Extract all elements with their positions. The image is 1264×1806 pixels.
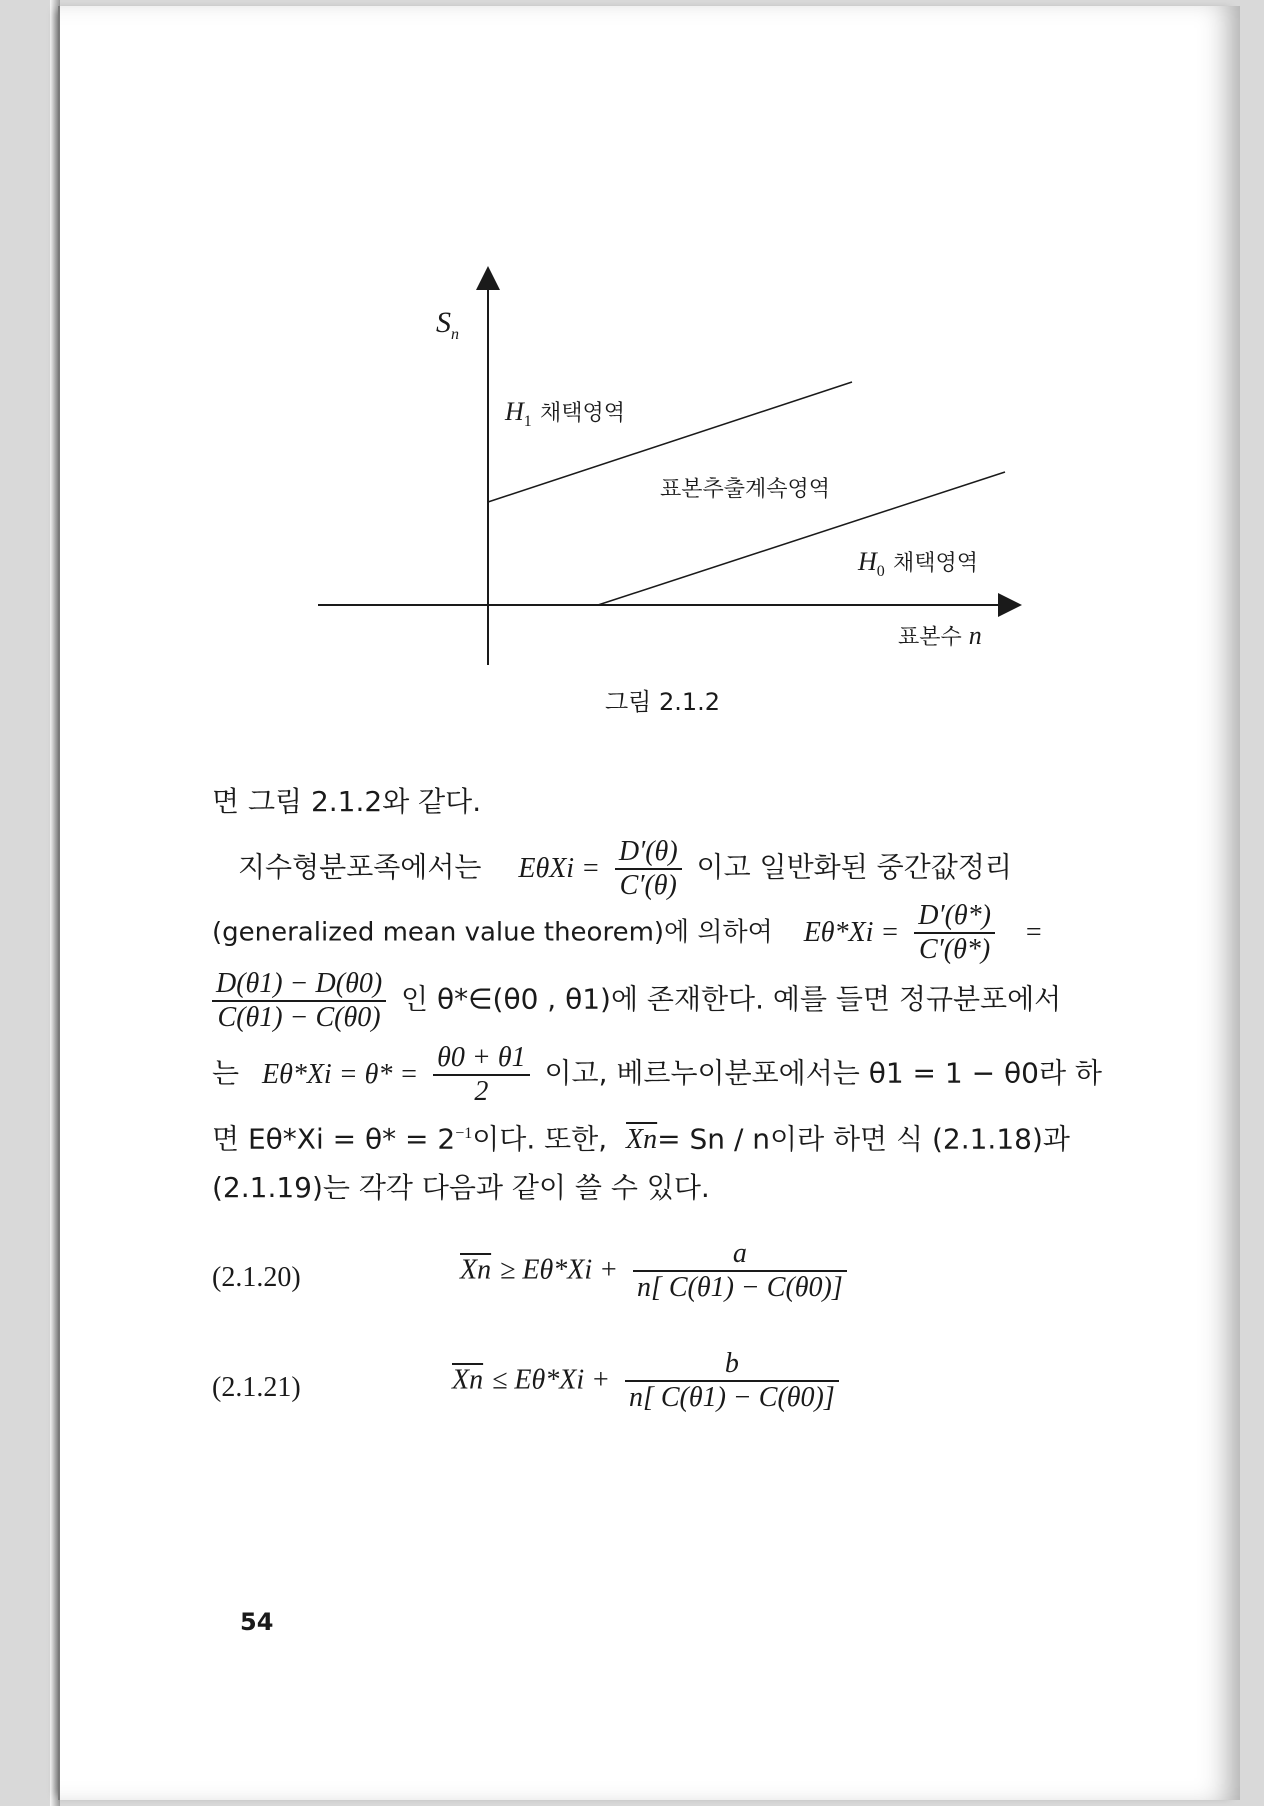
fraction-a: $\frac{a}{n[ C(\theta 1) - C(\theta 0)]}$ xyxy=(633,1238,847,1304)
h0-acceptance-label: $H_0$ 채택영역 xyxy=(858,547,979,581)
equation-label-2-1-20: (2.1.20) xyxy=(212,1262,301,1293)
x-axis-label: 표본수 n xyxy=(898,621,982,650)
text-line-5: 는 Eθ*Xi = θ* = $\frac{\theta 0 + \theta 1}{2}$ 이고, 베르누이분포에서는 θ1 = 1 − θ0라 하 xyxy=(212,1042,1102,1107)
fraction-d-over-c: $\frac{D'(\theta)}{C'(\theta)}$ xyxy=(615,836,682,902)
page-number: 54 xyxy=(240,1608,274,1636)
y-axis-label: $S_n$ xyxy=(436,306,459,343)
text-line-1: 면 그림 2.1.2와 같다. xyxy=(212,785,482,818)
text-line-3: (generalized mean value theorem)에 의하여 Eθ*Xi = $\frac{D'(\theta*)}{C'(\theta*)}$ = xyxy=(212,900,1042,965)
text-line-2: 지수형분포족에서는 EθXi = $\frac{D'(\theta)}{C'(\theta)}$ 이고 일반화된 중간값정리 xyxy=(238,836,1012,901)
h1-acceptance-label: $H_1$ 채택영역 xyxy=(505,397,626,431)
figure-caption: 그림 2.1.2 xyxy=(605,688,721,716)
fraction-theta-mean: $\frac{\theta 0 + \theta 1}{2}$ xyxy=(433,1042,529,1108)
text-line-7: (2.1.19)는 각각 다음과 같이 쓸 수 있다. xyxy=(212,1171,710,1204)
fraction-d-over-c-star: $\frac{D'(\theta*)}{C'(\theta*)}$ xyxy=(914,900,995,966)
equation-2-1-20: $\overline{Xn} \ge E\theta*Xi$ + $\frac{a}{n[ C(\theta 1) - C(\theta 0)]}$ xyxy=(460,1238,853,1304)
equation-label-2-1-21: (2.1.21) xyxy=(212,1372,301,1403)
continue-sampling-label: 표본추출계속영역 xyxy=(660,477,831,502)
equation-2-1-21: $\overline{Xn} \le E\theta*Xi$ + $\frac{b}{n[ C(\theta 1) - C(\theta 0)]}$ xyxy=(452,1348,845,1414)
text-line-6: 면 $E\theta*Xi = \theta* = 2^{-1}$이다. 또한, $\overline{Xn}= Sn / n$이라 하면 식 (2.1.18)과 xyxy=(212,1122,1070,1156)
fraction-diff-d-over-diff-c: $\frac{D(\theta 1) - D(\theta 0)}{C(\theta 1) - C(\theta 0)}$ xyxy=(212,968,386,1034)
fraction-b: $\frac{b}{n[ C(\theta 1) - C(\theta 0)]}$ xyxy=(625,1348,839,1414)
text-line-4: $\frac{D(\theta 1) - D(\theta 0)}{C(\theta 1) - C(\theta 0)}$ 인 θ*∈(θ0 , θ1)에 존재한다. 예를 들면 정규분포에서 xyxy=(212,968,1061,1034)
